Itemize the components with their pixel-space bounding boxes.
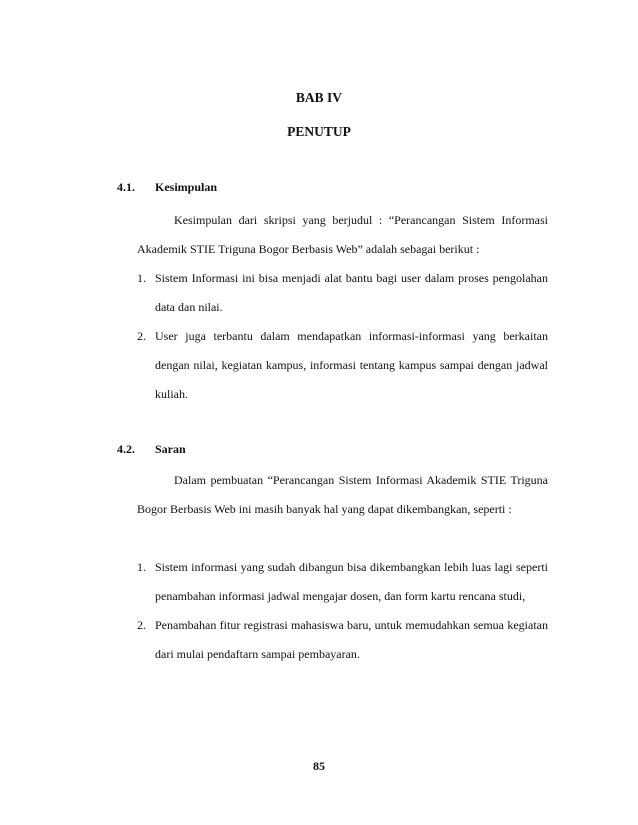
list-item-text: Sistem informasi yang sudah dibangun bisa dikembangkan lebih luas lagi seperti penambahan informasi jadwal mengajar dosen, dan form kartu rencana studi,: [155, 560, 548, 603]
list-marker: 2.: [137, 618, 146, 632]
section-heading-kesimpulan: [117, 180, 217, 195]
section-number: 4.1.: [117, 180, 135, 194]
list-marker: 2.: [137, 329, 146, 343]
list-item: [137, 553, 548, 611]
list-marker: 1.: [137, 560, 146, 574]
chapter-label: BAB IV: [295, 90, 343, 105]
page-number: 85: [313, 759, 325, 773]
section-heading-saran: [117, 442, 186, 457]
section-number: 4.2.: [117, 442, 135, 456]
section-intro-paragraph: Kesimpulan dari skripsi yang berjudul : “Perancangan Sistem Informasi Akademik STIE Triguna Bogor Berbasis Web” adalah sebagai berikut :: [137, 213, 548, 256]
conclusion-list: [137, 264, 548, 409]
list-item: [137, 611, 548, 669]
list-item-text: Penambahan fitur registrasi mahasiswa baru, untuk memudahkan semua kegiatan dari mulai pendaftarn sampai pembayaran.: [155, 618, 548, 661]
list-item-text: User juga terbantu dalam mendapatkan informasi-informasi yang berkaitan dengan nilai, kegiatan kampus, informasi tentang kampus sampai dengan jadwal kuliah.: [155, 329, 548, 401]
list-marker: 1.: [137, 271, 146, 285]
chapter-title: PENUTUP: [287, 124, 351, 139]
list-item: [137, 264, 548, 322]
section-intro-paragraph: Dalam pembuatan “Perancangan Sistem Informasi Akademik STIE Triguna Bogor Berbasis Web ini masih banyak hal yang dapat dikembangkan, seperti :: [137, 473, 548, 516]
list-item-text: Sistem Informasi ini bisa menjadi alat bantu bagi user dalam proses pengolahan data dan nilai.: [155, 271, 548, 314]
suggestion-list: [137, 553, 548, 669]
section-title: Kesimpulan: [155, 180, 218, 194]
section-title: Saran: [155, 442, 186, 456]
list-item: [137, 322, 548, 409]
